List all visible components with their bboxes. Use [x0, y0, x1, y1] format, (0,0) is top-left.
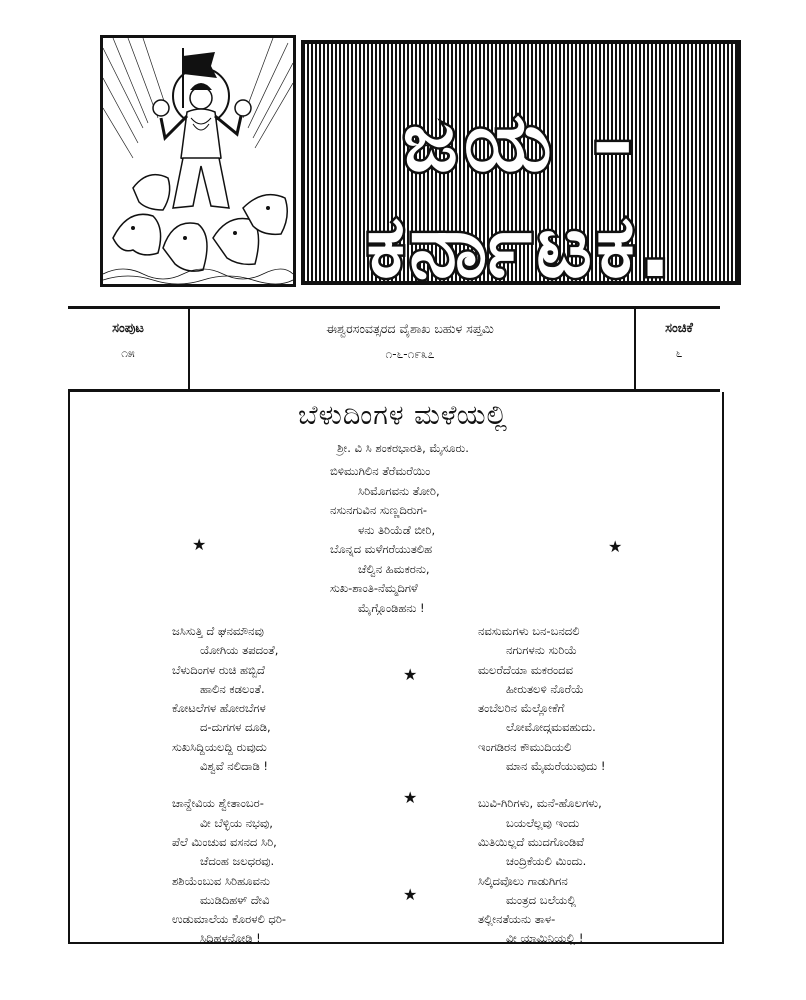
intro-line: ಚೆಲ್ವಿನ ಹಿಮಕರನು, — [358, 561, 430, 576]
verse-line: ಕೋಟಲೆಗಳ ಹೋರಬೆಗಳ — [172, 701, 266, 716]
intro-line: ಬಿಳಿಮುಗಿಲಿನ ತೆರೆಮರೆಯಿಂ — [330, 464, 431, 478]
verse-line: ವಿಶ್ವವೆ ನಲಿದಾಡಿ ! — [200, 759, 268, 774]
verse-line: ಬೆಳುದಿಂಗಳ ರುಚಿ ಹಬ್ಬಿದೆ — [172, 662, 265, 677]
verse-line: ಸಿಲ್ಕಿದವೊಲು ಗಾಡುಗಿಗನ — [478, 873, 568, 888]
issue-value: ೬ — [675, 346, 683, 360]
star-icon: ★ — [403, 665, 418, 684]
date-value: ೧-೬-೧೯೩೭ — [385, 347, 435, 361]
verse-line: ಬಯಲೆಲ್ಲವು ಇಂದು — [506, 815, 580, 830]
intro-line: ಳನು ತಿರಿಯೆಡೆ ಬೀರಿ, — [358, 522, 436, 537]
star-icon: ★ — [403, 788, 418, 807]
poem-byline: ಶ್ರೀ. ವಿ ಸಿ ಶಂಕರಭಾರತಿ, ಮೈಸೂರು. — [337, 441, 469, 455]
verse-line: ಚೆದಂಹ ಜಲಧರವು. — [200, 854, 275, 869]
verse-line: ನವಸುಮಗಳು ಬನ-ಬನದಲಿ — [478, 624, 580, 638]
verse-line: ಹೀರುತಲಳಿ ನೊರೆಯೆ — [506, 681, 584, 696]
verse-line: ದ-ದುಗಗಳ ದೂಡಿ, — [200, 720, 271, 735]
verse-line: ವೀ ಯಾಮಿನಿಯಲ್ಲಿ ! — [506, 931, 584, 946]
intro-line: ಸಿರಿಮೊಗವನು ತೋರಿ, — [358, 483, 440, 498]
intro-line: ಮೈಗ್ಗೊಂಡಿಹನು ! — [358, 600, 425, 615]
intro-line: ಬೊನ್ನದ ಮಳೆಗರೆಯುತಲಿಹ — [330, 542, 433, 556]
poem-title: ಬೆಳುದಿಂಗಳ ಮಳೆಯಲ್ಲಿ — [298, 400, 508, 431]
star-icon: ★ — [192, 535, 207, 554]
masthead-title-line2: ಕರ್ನಾಟಕ. — [366, 197, 676, 285]
sun-god-chariot-icon — [103, 38, 293, 284]
date-cell — [190, 309, 630, 389]
verse-line: ಮಿತಿಯಿಲ್ಲದೆ ಮುದಗೊಂಡಿವೆ — [478, 834, 585, 849]
verse-line: ತಂಬೆಲರಿನ ಮೆಲ್ಲೋಕೆಗೆ — [478, 701, 565, 716]
verse-line: ಮುಡಿದಿಹಳ್ ದೇವಿ — [200, 892, 270, 907]
issue-label: ಸಂಚಿಕೆ — [665, 321, 693, 336]
intro-line: ಸುಖ-ಶಾಂತಿ-ನೆಮ್ಮದಿಗಳೆ — [330, 581, 418, 595]
poem-intro — [330, 462, 550, 618]
date-label: ಈಶ್ವರಸಂವತ್ಸರದ ವೈಶಾಖ ಬಹುಳ ಸಪ್ತಮಿ — [326, 321, 494, 336]
verse-line: ಯೋಗಿಯ ತಪದಂತೆ, — [200, 643, 279, 658]
verse-line: ತಲ್ಲೀನತೆಯನು ತಾಳ- — [478, 912, 556, 927]
verse-line: ಉಡುಮಾಲೆಯ ಕೊರಳಲಿ ಧರಿ- — [172, 912, 287, 927]
verse-line: ಮಂತ್ರದ ಬಲೆಯಲ್ಲಿ — [506, 892, 577, 907]
verse-line: ಶಶಿಯೆಂಬುವ ಸಿರಿಹೂವನು — [172, 873, 270, 888]
verse-line: ಚಾನ್ದೇವಿಯ ಶ್ವೇತಾಂಬರ- — [172, 796, 264, 811]
intro-line: ನಸುನಗುವಿನ ಸುಣ್ಣದಿರುಗ- — [330, 503, 427, 517]
verse-line: ಜಸಿಸುತ್ತಿ ದೆ ಘನಮೌನವು — [172, 624, 264, 638]
verse-line: ಲೋಮೋದ್ಗಮವಹುದು. — [506, 720, 596, 735]
poem-left-column — [172, 622, 372, 949]
volume-cell — [68, 309, 190, 389]
verse-line: ನಗುಗಳನು ಸುರಿಯೆ — [506, 643, 578, 658]
verse-line: ಇಂಗಡಿರನ ಕೌಮುದಿಯಲಿ — [478, 739, 572, 754]
verse-line: ಪೆಲೆ ಮಿಂಚುವ ವಸನದ ಸಿರಿ, — [172, 834, 277, 849]
volume-value: ೧೫ — [121, 346, 135, 360]
verse-line: ಸುಖಸಿದ್ದಿಯಲದ್ದಿ ರುವುದು — [172, 739, 267, 754]
verse-line: ವೀ ಬೆಳ್ಳಿಯ ನಭವು, — [200, 815, 273, 830]
star-icon: ★ — [403, 885, 418, 904]
verse-line: ಚಂದ್ರಿಕೆಯಲಿ ಮಿಂದು. — [506, 854, 587, 869]
verse-line: ಬುವಿ-ಗಿರಿಗಳು, ಮನೆ-ಹೊಲಗಳು, — [478, 796, 602, 811]
verse-line: ಮಲರೆದೆಯಾ ಮಕರಂದವ — [478, 662, 573, 677]
masthead-title-line1: ಜಯ – — [402, 95, 640, 190]
star-icon: ★ — [608, 537, 623, 556]
volume-label: ಸಂಪುಟ — [112, 321, 144, 336]
masthead-illustration — [100, 35, 296, 287]
masthead-title-box — [301, 40, 741, 285]
issue-info-band — [68, 306, 720, 392]
verse-line: ಮಾನ ಮೈಮರೆಯುವುದು ! — [506, 759, 606, 774]
verse-line: ಹಾಲಿನ ಕಡಲಂತೆ. — [200, 681, 265, 696]
poem-right-column — [478, 622, 678, 949]
verse-line: ಸಿದಿಹಳನೋಡಿ ! — [200, 931, 261, 946]
issue-cell — [634, 309, 722, 389]
